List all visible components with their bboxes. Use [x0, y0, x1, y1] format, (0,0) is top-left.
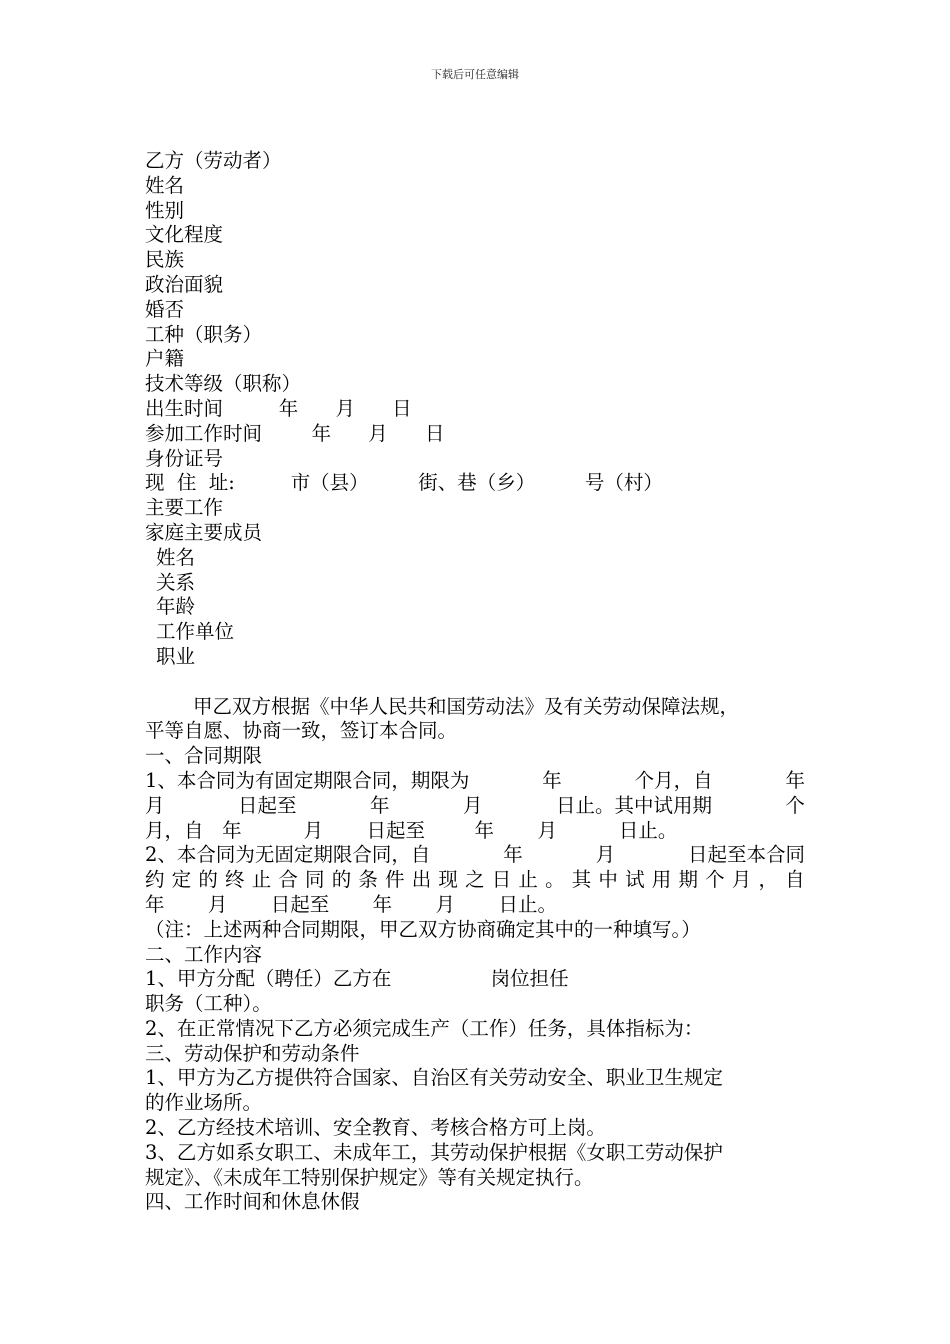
- s1-item1-line2: [145, 794, 805, 819]
- s1-item2-line2-char: 之: [465, 868, 485, 892]
- s1-item2-line1-part: 年: [503, 843, 523, 867]
- field-id-number: 身份证号: [145, 446, 224, 470]
- s3-item1-line2: 的作业场所。: [145, 1091, 263, 1115]
- field-birth-date: 出生时间 年 月 日: [145, 396, 412, 420]
- contract-intro-line-2: 平等自愿、协商一致，签订本合同。: [145, 719, 458, 743]
- s2-item2: 2、在正常情况下乙方必须完成生产（工作）任务，具体指标为：: [145, 1016, 704, 1040]
- s1-item2-line2-char: 条: [358, 868, 378, 892]
- s1-item2-line2-char: 的: [198, 868, 218, 892]
- s1-item2-line3: 年 月 日起至 年 月 日止。: [145, 892, 557, 916]
- s1-item1-line1-part: 1、本合同为有固定期限合同，期限为: [145, 768, 470, 792]
- s1-item1-line1: [145, 769, 805, 794]
- s1-item2-line2-char: 现: [438, 868, 458, 892]
- s1-item2-line2-char: 个: [705, 868, 725, 892]
- s1-item2-line2-char: 的: [331, 868, 352, 892]
- section-2-title: 二、工作内容: [145, 942, 263, 966]
- s1-item2-line2-char: 定: [171, 868, 192, 892]
- spacer: [145, 670, 805, 695]
- s1-item2-line1-part: 2、本合同为无固定期限合同，自: [145, 843, 431, 867]
- family-field-name: 姓名: [156, 545, 196, 569]
- contract-intro-line-1: 甲乙双方根据《中华人民共和国劳动法》及有关劳动保障法规，: [193, 694, 740, 718]
- s1-item2-line2: [145, 868, 805, 893]
- s3-item1-line1: 1、甲方为乙方提供符合国家、自治区有关劳动安全、职业卫生规定: [145, 1066, 723, 1090]
- s1-note: （注：上述两种合同期限，甲乙双方协商确定其中的一种填写。）: [145, 917, 701, 941]
- family-field-age: 年龄: [156, 595, 196, 619]
- s3-item2: 2、乙方经技术培训、安全教育、考核合格方可上岗。: [145, 1116, 606, 1140]
- s1-item2-line2-char: 自: [785, 868, 805, 892]
- section-4-title: 四、工作时间和休息休假: [145, 1190, 360, 1214]
- s3-item3-line1: 3、乙方如系女职工、未成年工，其劳动保护根据《女职工劳动保护: [145, 1140, 723, 1164]
- s1-item2-line2-char: 其: [571, 868, 592, 892]
- s1-item2-line2-char: 约: [145, 868, 165, 892]
- s1-item2-line1: [145, 843, 805, 868]
- family-field-relation: 关系: [156, 570, 196, 594]
- field-ethnicity: 民族: [145, 248, 185, 272]
- s1-item1-line1-part: 年: [785, 768, 805, 792]
- field-technical-grade: 技术等级（职称）: [145, 372, 302, 396]
- page-header: 下载后可任意编辑: [431, 68, 519, 81]
- field-education: 文化程度: [145, 223, 224, 247]
- s1-item2-line2-char: 出: [411, 868, 432, 892]
- s1-item1-line1-part: 年: [542, 768, 562, 792]
- s1-item2-line2-char: 期: [678, 868, 698, 892]
- s1-item2-line2-char: 止: [518, 868, 538, 892]
- field-name: 姓名: [145, 173, 185, 197]
- s1-item2-line2-char: 月: [731, 868, 752, 892]
- s1-item2-line2-char: ，: [758, 868, 778, 892]
- s1-item2-line2-char: 件: [385, 868, 405, 892]
- family-heading: 家庭主要成员: [145, 520, 263, 544]
- field-address: 现 住 址: 市（县） 街、巷（乡） 号（村）: [145, 471, 663, 495]
- s1-item1-line2-part: 个: [785, 793, 805, 817]
- field-gender: 性别: [145, 198, 185, 222]
- s2-item1-line2: 职务（工种）。: [145, 992, 272, 1016]
- s1-item2-line2-char: 日: [491, 868, 512, 892]
- s1-item2-line2-char: 试: [625, 868, 645, 892]
- s1-item2-line1-part: 月: [595, 843, 616, 867]
- s1-item1-line1-part: 个月，自: [634, 768, 713, 792]
- s1-item2-line2-char: 同: [305, 868, 325, 892]
- section-1-title: 一、合同期限: [145, 744, 263, 768]
- field-work-start-date: 参加工作时间 年 月 日: [145, 421, 445, 445]
- s1-item2-line2-char: 。: [545, 868, 565, 892]
- s1-item2-line2-char: 止: [251, 868, 272, 892]
- s1-item1-line2-part: 月: [462, 793, 483, 817]
- s1-item2-line2-char: 用: [651, 868, 672, 892]
- party-b-heading: 乙方（劳动者）: [145, 149, 282, 172]
- s1-item1-line2-part: 日起至: [237, 793, 297, 817]
- s1-item2-line2-char: 终: [225, 868, 245, 892]
- s1-item2-line1-part: 日起至本合同: [687, 843, 805, 867]
- s2-item1-line1: 1、甲方分配（聘任）乙方在 岗位担任: [145, 967, 569, 991]
- document-body: [145, 149, 805, 1215]
- field-marital-status: 婚否: [145, 297, 185, 321]
- s1-item1-line2-part: 年: [369, 793, 390, 817]
- s3-item3-line2: 规定》、《未成年工特别保护规定》等有关规定执行。: [145, 1165, 594, 1189]
- field-job-type: 工种（职务）: [145, 322, 263, 346]
- family-field-occupation: 职业: [156, 644, 196, 668]
- s1-item2-line2-char: 合: [278, 868, 298, 892]
- s1-item1-line3: 月，自 年 月 日起至 年 月 日止。: [145, 818, 678, 842]
- section-3-title: 三、劳动保护和劳动条件: [145, 1041, 360, 1065]
- field-household: 户籍: [145, 347, 185, 371]
- s1-item1-line2-part: 月: [145, 793, 165, 817]
- family-field-employer: 工作单位: [156, 620, 235, 644]
- s1-item2-line2-char: 中: [598, 868, 618, 892]
- s1-item1-line2-part: 日止。其中试用期: [555, 793, 712, 817]
- field-political-status: 政治面貌: [145, 272, 224, 296]
- field-main-work: 主要工作: [145, 496, 224, 520]
